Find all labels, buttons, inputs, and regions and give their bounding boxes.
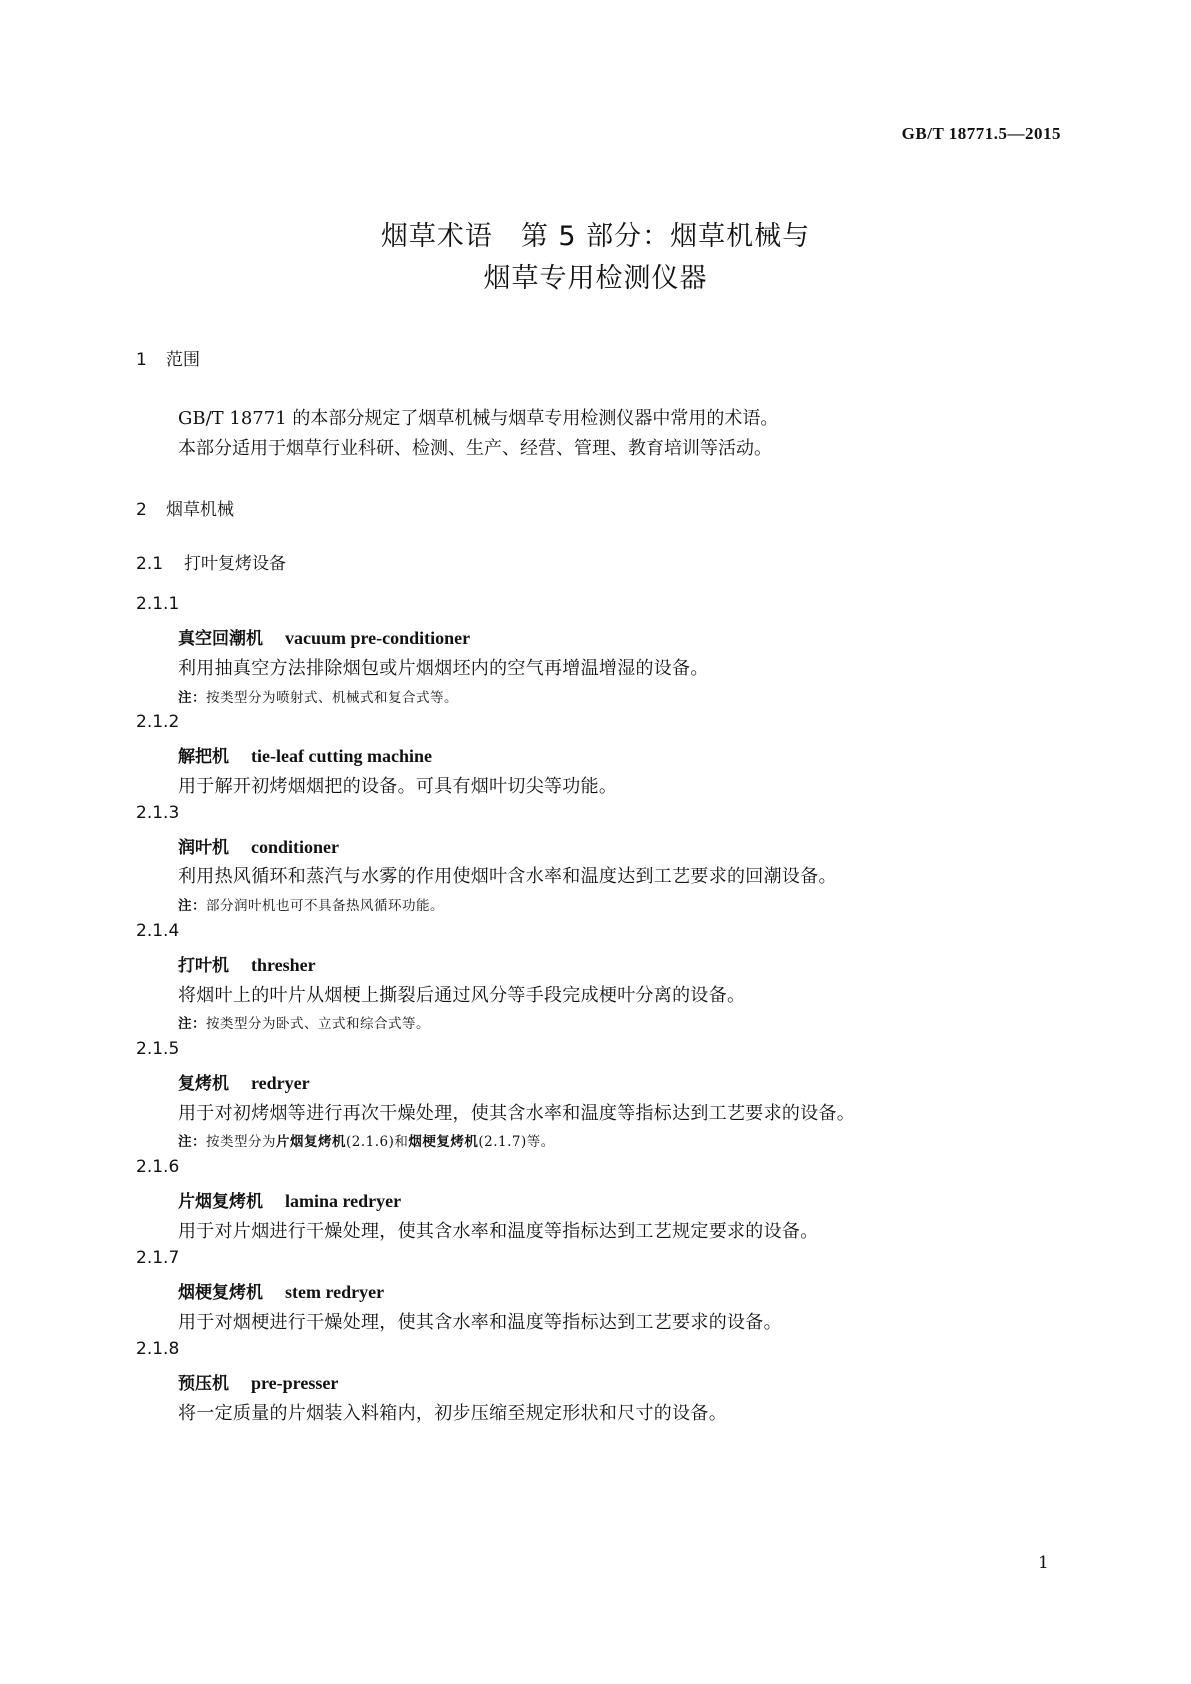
term-note [178,686,458,706]
term-number: 2.1.4 [136,921,180,941]
term-entry [178,1187,401,1212]
standard-number: GB/T 18771.5—2015 [901,124,1061,143]
note-label: 注： [178,1016,206,1032]
term-english: vacuum pre-conditioner [285,628,471,648]
section-1-heading [136,345,200,370]
note-text: 按类型分为 [206,1134,276,1150]
section-title: 打叶复烤设备 [184,554,286,574]
term-entry [178,1369,338,1394]
term-definition: 将烟叶上的叶片从烟梗上撕裂后通过风分等手段完成梗叶分离的设备。 [178,985,746,1006]
term-english: thresher [251,955,316,975]
term-chinese: 预压机 [178,1374,229,1394]
section-number: 2.1 [136,554,164,574]
term-chinese: 解把机 [178,747,229,767]
scope-paragraph-1: GB/T 18771 的本部分规定了烟草机械与烟草专用检测仪器中常用的术语。 [178,408,779,429]
term-chinese: 真空回潮机 [178,629,263,649]
note-text: (2.1.6)和 [346,1134,409,1150]
note-label: 注： [178,690,206,706]
term-chinese: 打叶机 [178,956,229,976]
note-label: 注： [178,1134,206,1150]
term-note [178,1012,430,1032]
note-term-reference: 烟梗复烤机 [408,1134,479,1150]
term-english: redryer [251,1073,310,1093]
section-number: 2 [136,500,147,520]
document-title-line-1: 烟草术语 第 5 部分：烟草机械与 [380,221,811,252]
term-chinese: 烟梗复烤机 [178,1283,263,1303]
term-number: 2.1.7 [136,1248,180,1268]
term-entry [178,1069,310,1094]
term-note [178,1130,555,1150]
term-english: stem redryer [285,1282,385,1302]
term-number: 2.1.8 [136,1339,180,1359]
term-english: conditioner [251,837,339,857]
note-text: 部分润叶机也可不具备热风循环功能。 [206,898,444,914]
term-definition: 用于对片烟进行干燥处理，使其含水率和温度等指标达到工艺规定要求的设备。 [178,1221,819,1242]
term-definition: 用于解开初烤烟烟把的设备。可具有烟叶切尖等功能。 [178,776,618,797]
section-2-1-heading [136,549,286,574]
section-2-heading [136,495,234,520]
term-number: 2.1.1 [136,594,180,614]
term-chinese: 片烟复烤机 [178,1192,263,1212]
section-title: 范围 [166,350,200,370]
term-chinese: 润叶机 [178,838,229,858]
note-term-reference: 片烟复烤机 [276,1134,346,1150]
term-definition: 用于对初烤烟等进行再次干燥处理，使其含水率和温度等指标达到工艺要求的设备。 [178,1103,856,1124]
page-number: 1 [1038,1553,1049,1573]
term-number: 2.1.5 [136,1039,180,1059]
term-definition: 利用抽真空方法排除烟包或片烟烟坯内的空气再增温增湿的设备。 [178,658,709,679]
term-english: lamina redryer [285,1191,402,1211]
term-number: 2.1.6 [136,1157,180,1177]
term-entry [178,833,339,858]
note-text: 按类型分为卧式、立式和综合式等。 [206,1016,430,1032]
note-text: (2.1.7)等。 [478,1134,555,1150]
section-title: 烟草机械 [166,500,234,520]
term-definition: 利用热风循环和蒸汽与水雾的作用使烟叶含水率和温度达到工艺要求的回潮设备。 [178,866,837,887]
term-entry [178,742,432,767]
document-title-line-2: 烟草专用检测仪器 [483,263,708,294]
term-english: pre-presser [251,1373,339,1393]
term-entry [178,624,470,649]
term-definition: 将一定质量的片烟装入料箱内，初步压缩至规定形状和尺寸的设备。 [178,1403,727,1424]
term-number: 2.1.2 [136,712,180,732]
note-label: 注： [178,898,206,914]
term-chinese: 复烤机 [178,1074,229,1094]
note-text: 按类型分为喷射式、机械式和复合式等。 [206,690,458,706]
term-number: 2.1.3 [136,803,180,823]
section-number: 1 [136,350,147,370]
term-entry [178,951,316,976]
term-english: tie-leaf cutting machine [251,746,432,766]
term-entry [178,1278,384,1303]
term-definition: 用于对烟梗进行干燥处理，使其含水率和温度等指标达到工艺要求的设备。 [178,1312,782,1333]
term-note [178,894,444,914]
scope-paragraph-2: 本部分适用于烟草行业科研、检测、生产、经营、管理、教育培训等活动。 [178,438,772,459]
